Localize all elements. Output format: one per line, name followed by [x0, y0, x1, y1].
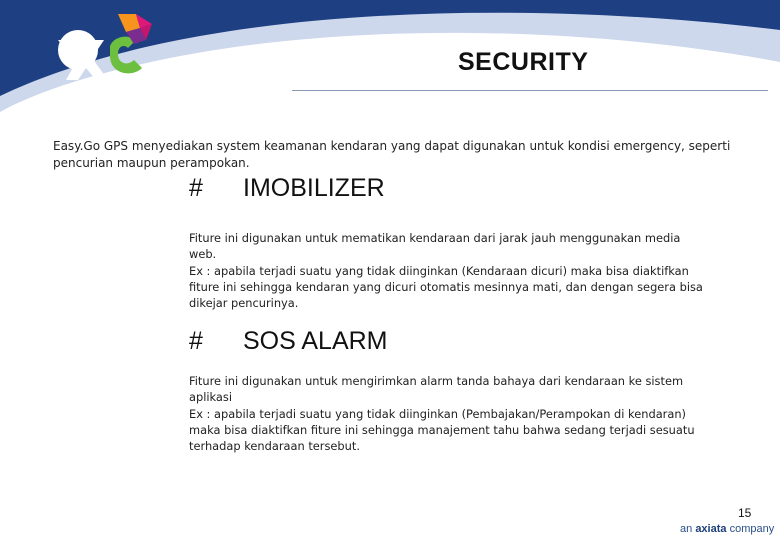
section-example: Ex : apabila terjadi suatu yang tidak diinginkan (Pembajakan/Perampokan di kendaran) maka bisa diaktifkan fiture ini sehingga manajement tahu bahwa sedang terjadi sesuatu terhadap kendaraan tersebut.	[189, 406, 695, 454]
hash-marker: #	[189, 174, 203, 202]
intro-paragraph: Easy.Go GPS menyediakan system keamanan kendaran yang dapat digunakan untuk kondisi emergency, seperti pencurian maupun perampokan.	[53, 139, 731, 170]
brand-suffix: company	[729, 523, 775, 535]
section-description: Fiture ini digunakan untuk mengirimkan alarm tanda bahaya dari kendaraan ke sistem aplikasi	[189, 374, 684, 405]
section-heading-imobilizer	[189, 174, 385, 203]
section-example: Ex : apabila terjadi suatu yang tidak diinginkan (Kendaraan dicuri) maka bisa diaktifkan fiture ini sehingga kendaran yang dicuri otomatis mesinnya mati, dan dengan segera bisa dikejar pencurinya.	[189, 263, 703, 311]
brand-prefix: an	[680, 523, 693, 535]
section-title: SOS ALARM	[243, 327, 388, 355]
brand-name: axiata	[695, 523, 727, 535]
title-underline	[292, 90, 768, 91]
section-heading-sos-alarm	[189, 327, 388, 356]
page-number: 15	[738, 506, 752, 520]
hash-marker: #	[189, 327, 203, 355]
section-body-sos-alarm	[189, 373, 709, 454]
page-title: SECURITY	[458, 48, 589, 76]
section-title: IMOBILIZER	[243, 174, 385, 202]
xl-logo	[48, 10, 158, 100]
section-description: Fiture ini digunakan untuk mematikan kendaraan dari jarak jauh menggunakan media web.	[189, 231, 681, 262]
axiata-brand	[680, 523, 774, 535]
section-body-imobilizer	[189, 230, 709, 311]
